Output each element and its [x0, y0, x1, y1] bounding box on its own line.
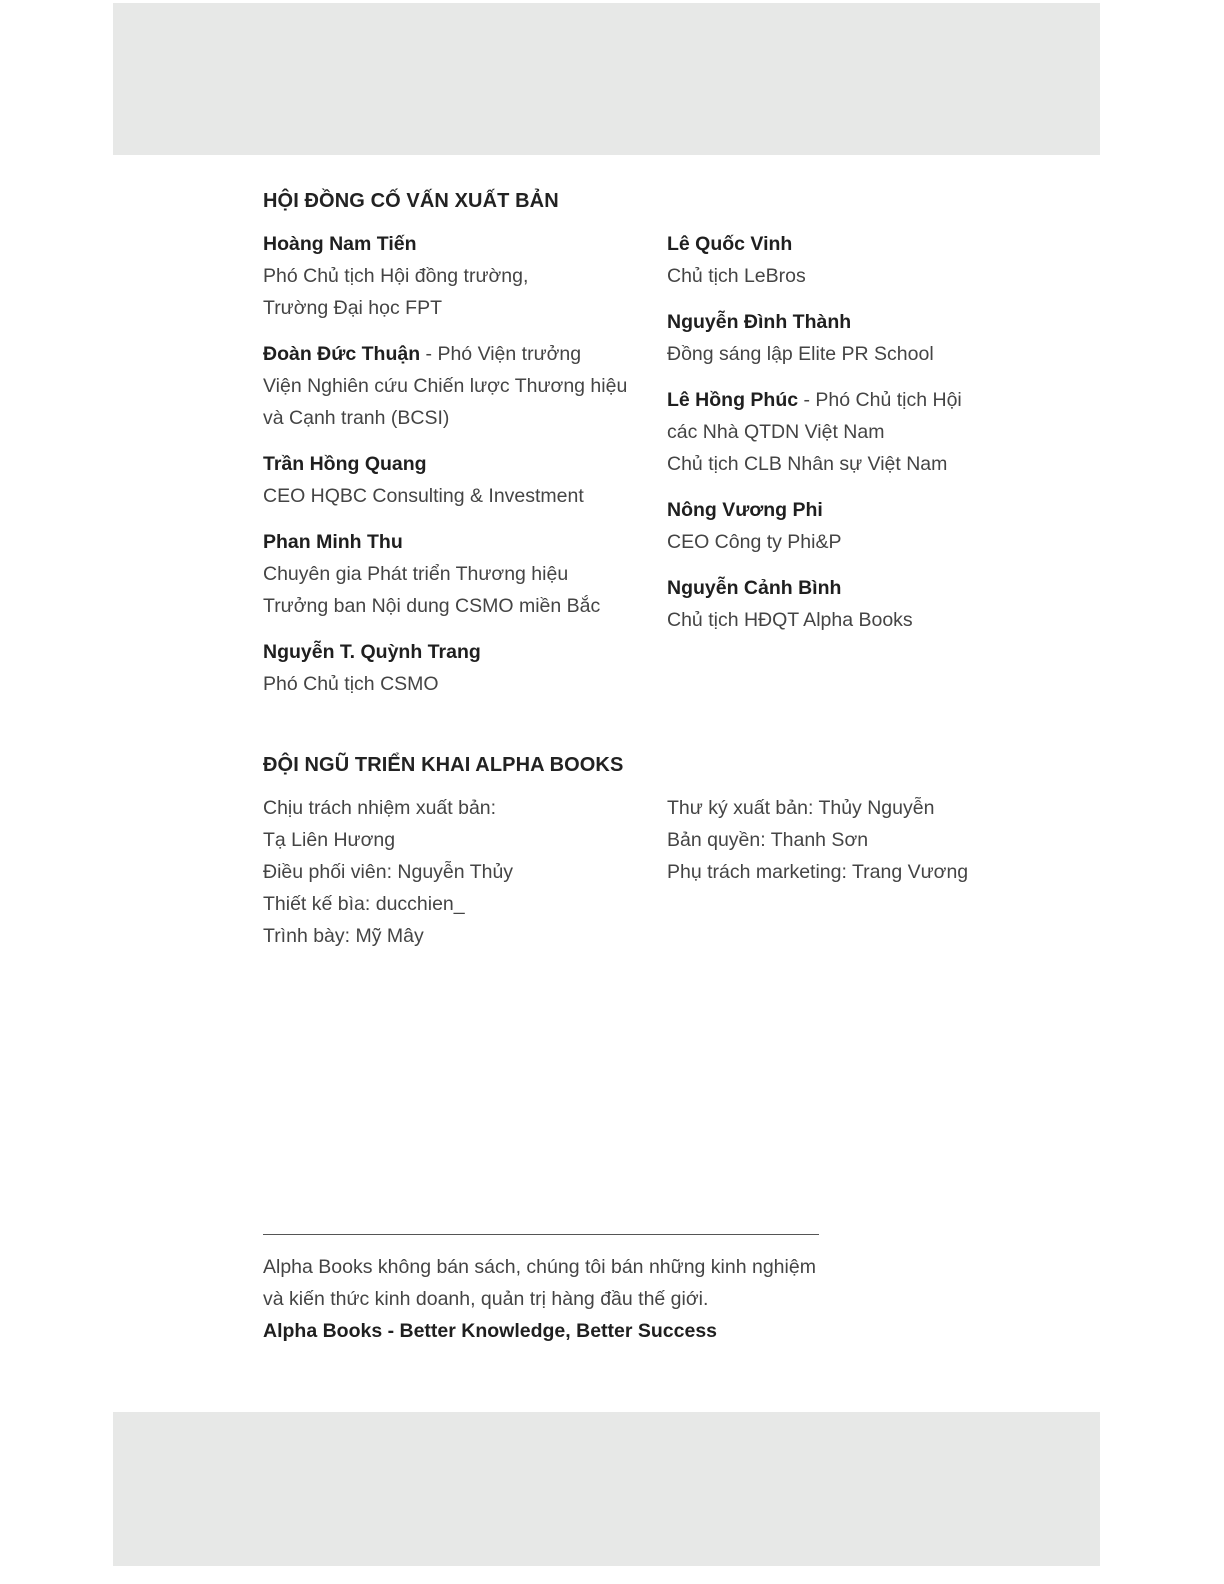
advisor-name: Đoàn Đức Thuận [263, 343, 421, 365]
team-left-column [263, 792, 643, 952]
advisor-entry [667, 572, 1047, 636]
advisor-role: Phó Chủ tịch CSMO [263, 673, 439, 695]
team-right-column [667, 792, 1047, 888]
advisor-role: Trường Đại học FPT [263, 297, 442, 319]
advisor-role-inline: - Phó Viện trưởng [420, 343, 582, 365]
team-line: Tạ Liên Hương [263, 829, 396, 851]
advisor-role: Đồng sáng lập Elite PR School [667, 343, 934, 365]
advisor-role: Chủ tịch HĐQT Alpha Books [667, 609, 913, 631]
advisor-entry [667, 306, 1047, 370]
advisory-left-column [263, 228, 643, 714]
advisor-entry [667, 228, 1047, 292]
advisor-entry [263, 636, 643, 700]
advisory-heading: HỘI ĐỒNG CỐ VẤN XUẤT BẢN [263, 190, 559, 212]
advisor-role: Viện Nghiên cứu Chiến lược Thương hiệu [263, 375, 628, 397]
advisor-name: Trần Hồng Quang [263, 453, 427, 475]
footer-line: và kiến thức kinh doanh, quản trị hàng đầu thế giới. [263, 1288, 709, 1310]
advisor-entry [667, 384, 1047, 480]
team-line: Chịu trách nhiệm xuất bản: [263, 797, 497, 819]
advisor-name: Nguyễn Cảnh Bình [667, 577, 842, 599]
advisor-name: Lê Quốc Vinh [667, 233, 793, 255]
advisor-role: Phó Chủ tịch Hội đồng trường, [263, 265, 529, 287]
advisor-name: Nông Vương Phi [667, 499, 823, 521]
advisor-entry [263, 228, 643, 324]
advisor-name: Nguyễn T. Quỳnh Trang [263, 641, 481, 663]
team-heading: ĐỘI NGŨ TRIỂN KHAI ALPHA BOOKS [263, 754, 624, 776]
team-line: Trình bày: Mỹ Mây [263, 925, 424, 947]
team-line: Bản quyền: Thanh Sơn [667, 829, 869, 851]
footer-line: Alpha Books không bán sách, chúng tôi bán những kinh nghiệm [263, 1256, 816, 1278]
advisor-entry [263, 448, 643, 512]
advisor-name: Phan Minh Thu [263, 531, 403, 553]
advisor-role: Trưởng ban Nội dung CSMO miền Bắc [263, 595, 601, 617]
footer-slogan: Alpha Books - Better Knowledge, Better Success [263, 1320, 718, 1342]
advisor-role: và Cạnh tranh (BCSI) [263, 407, 450, 429]
team-line: Điều phối viên: Nguyễn Thủy [263, 861, 514, 883]
advisor-name: Lê Hồng Phúc [667, 389, 799, 411]
advisory-right-column [667, 228, 1047, 650]
advisor-role: CEO Công ty Phi&P [667, 531, 842, 553]
advisor-name: Hoàng Nam Tiến [263, 233, 417, 255]
top-gray-band [113, 3, 1100, 155]
team-line: Phụ trách marketing: Trang Vương [667, 861, 969, 883]
bottom-gray-band [113, 1412, 1100, 1566]
footer-statement [263, 1251, 863, 1347]
team-line: Thư ký xuất bản: Thủy Nguyễn [667, 797, 935, 819]
advisor-entry [263, 526, 643, 622]
advisor-role-inline: - Phó Chủ tịch Hội [798, 389, 962, 411]
advisor-role: Chuyên gia Phát triển Thương hiệu [263, 563, 569, 585]
advisor-name: Nguyễn Đình Thành [667, 311, 852, 333]
advisor-entry [263, 338, 643, 434]
team-line: Thiết kế bìa: ducchien_ [263, 893, 465, 915]
advisor-role: Chủ tịch LeBros [667, 265, 806, 287]
advisor-entry [667, 494, 1047, 558]
advisor-role: CEO HQBC Consulting & Investment [263, 485, 584, 507]
advisor-role: Chủ tịch CLB Nhân sự Việt Nam [667, 453, 948, 475]
footer-divider [263, 1234, 819, 1235]
advisor-role: các Nhà QTDN Việt Nam [667, 421, 885, 443]
